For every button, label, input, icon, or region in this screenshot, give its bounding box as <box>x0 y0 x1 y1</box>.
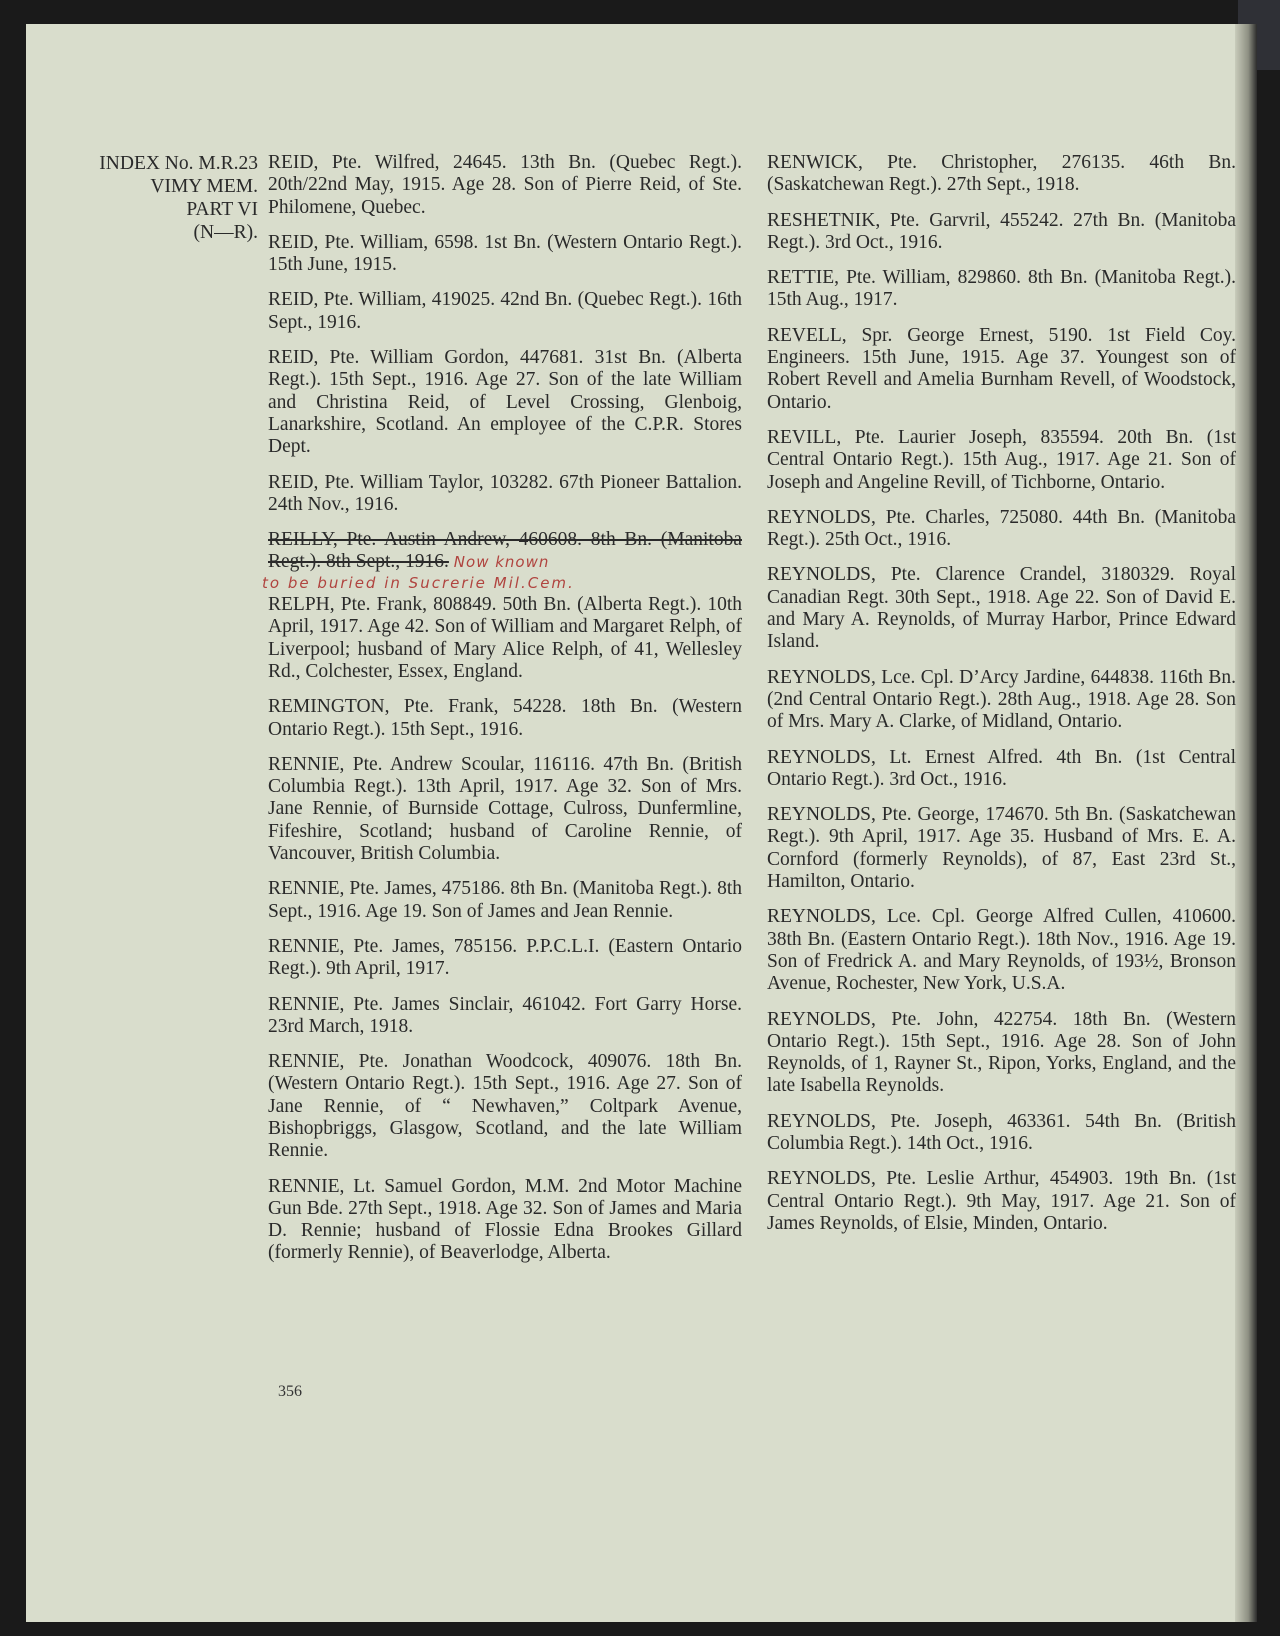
casualty-entry: RETTIE, Pte. William, 829860. 8th Bn. (Manitoba Regt.). 15th Aug., 1917. <box>767 267 1236 311</box>
handwritten-annotation-line-2: to be buried in Sucrerie Mil.Cem. <box>262 573 575 592</box>
struck-entry-text: REILLY, Pte. Austin Andrew, 460608. 8th Bn. (Manitoba Regt.). 8th Sept., 1916. <box>268 529 742 573</box>
page-number: 356 <box>278 1383 302 1400</box>
casualty-entry: REID, Pte. William Taylor, 103282. 67th Pioneer Battalion. 24th Nov., 1916. <box>268 471 742 515</box>
casualty-entry: RENNIE, Pte. James, 475186. 8th Bn. (Manitoba Regt.). 8th Sept., 1916. Age 19. Son of James and Jean Rennie. <box>268 878 742 922</box>
index-heading <box>62 152 258 244</box>
casualty-entry: REID, Pte. William, 6598. 1st Bn. (Western Ontario Regt.). 15th June, 1915. <box>268 231 742 276</box>
casualty-entry: REVILL, Pte. Laurier Joseph, 835594. 20th Bn. (1st Central Ontario Regt.). 15th Aug., 1917. Age 21. Son of Joseph and Angeline Revill, of Tichborne, Ontario. <box>767 426 1236 493</box>
casualty-entry: REYNOLDS, Pte. Joseph, 463361. 54th Bn. (British Columbia Regt.). 14th Oct., 1916. <box>767 1110 1236 1154</box>
left-column <box>262 152 742 1278</box>
casualty-entry: REID, Pte. William Gordon, 447681. 31st Bn. (Alberta Regt.). 15th Sept., 1916. Age 27. Son of the late William and Christina Reid, of Level Crossing, Glenboig, Lanarkshire, Scotland. An employee of the C.P.R. Stores Dept. <box>268 347 742 458</box>
handwritten-annotation: Now known <box>453 553 550 572</box>
casualty-entry: REYNOLDS, Pte. Clarence Crandel, 3180329. Royal Canadian Regt. 30th Sept., 1918. Age 22. Son of David E. and Mary A. Reynolds, of Murray Harbor, Prince Edward Island. <box>767 564 1236 653</box>
casualty-entry: RENNIE, Pte. Jonathan Woodcock, 409076. 18th Bn. (Western Ontario Regt.). 15th Sept., 1916. Age 27. Son of Jane Rennie, of “ Newhaven,” Coltpark Avenue, Bishopbriggs, Glasgow, Scotland, and the late William Rennie. <box>268 1051 742 1162</box>
page-binding-edge <box>1235 24 1257 1622</box>
casualty-entry: RENNIE, Pte. Andrew Scoular, 116116. 47th Bn. (British Columbia Regt.). 13th April, 1917. Age 32. Son of Mrs. Jane Rennie, of Burnside Cottage, Culross, Dunfermline, Fifeshire, Scotland; husband of Caroline Rennie, of Vancouver, British Columbia. <box>268 753 742 865</box>
part-number: PART VI <box>186 199 258 220</box>
right-column <box>767 152 1236 1248</box>
struck-casualty-entry <box>262 529 742 594</box>
casualty-entry: RELPH, Pte. Frank, 808849. 50th Bn. (Alberta Regt.). 10th April, 1917. Age 42. Son of William and Margaret Relph, of Liverpool; husband of Mary Alice Relph, of 41, Wellesley Rd., Colchester, Essex, England. <box>268 594 742 682</box>
casualty-entry: REYNOLDS, Pte. George, 174670. 5th Bn. (Saskatchewan Regt.). 9th April, 1917. Age 35. Husband of Mrs. E. A. Cornford (formerly Reynolds), of 87, East 23rd St., Hamilton, Ontario. <box>767 804 1236 893</box>
casualty-entry: REID, Pte. William, 419025. 42nd Bn. (Quebec Regt.). 16th Sept., 1916. <box>268 289 742 333</box>
casualty-entry: REYNOLDS, Lce. Cpl. George Alfred Cullen, 410600. 38th Bn. (Eastern Ontario Regt.). 18th Nov., 1916. Age 19. Son of Fredrick A. and Mary Reynolds, of 193½, Bronson Avenue, Rochester, New York, U.S.A. <box>767 906 1236 995</box>
casualty-entry: REYNOLDS, Pte. John, 422754. 18th Bn. (Western Ontario Regt.). 15th Sept., 1916. Age 28. Son of John Reynolds, of 1, Rayner St., Ripon, Yorks, England, and the late Isabella Reynolds. <box>767 1008 1236 1097</box>
casualty-entry: REYNOLDS, Lt. Ernest Alfred. 4th Bn. (1st Central Ontario Regt.). 3rd Oct., 1916. <box>767 746 1236 790</box>
casualty-entry: RESHETNIK, Pte. Garvril, 455242. 27th Bn. (Manitoba Regt.). 3rd Oct., 1916. <box>767 209 1236 253</box>
casualty-entry: REYNOLDS, Pte. Charles, 725080. 44th Bn. (Manitoba Regt.). 25th Oct., 1916. <box>767 506 1236 551</box>
letter-range: (N—R). <box>193 222 258 243</box>
casualty-entry: REYNOLDS, Lce. Cpl. D’Arcy Jardine, 644838. 116th Bn. (2nd Central Ontario Regt.). 28th Aug., 1918. Age 28. Son of Mrs. Mary A. Clarke, of Midland, Ontario. <box>767 666 1236 733</box>
index-number: INDEX No. M.R.23 <box>99 153 258 174</box>
casualty-entry: RENNIE, Pte. James, 785156. P.P.C.L.I. (Eastern Ontario Regt.). 9th April, 1917. <box>268 935 742 980</box>
casualty-entry: REVELL, Spr. George Ernest, 5190. 1st Field Coy. Engineers. 15th June, 1915. Age 37. Youngest son of Robert Revell and Amelia Burnham Revell, of Woodstock, Ontario. <box>767 324 1236 413</box>
casualty-entry: RENNIE, Pte. James Sinclair, 461042. Fort Garry Horse. 23rd March, 1918. <box>268 993 742 1037</box>
casualty-entry: REMINGTON, Pte. Frank, 54228. 18th Bn. (Western Ontario Regt.). 15th Sept., 1916. <box>268 696 742 740</box>
memorial-name: VIMY MEM. <box>150 176 258 197</box>
casualty-entry: RENNIE, Lt. Samuel Gordon, M.M. 2nd Motor Machine Gun Bde. 27th Sept., 1918. Age 32. Son of James and Maria D. Rennie; husband of Flossie Edna Brookes Gillard (formerly Rennie), of Beaverlodge, Alberta. <box>268 1175 742 1264</box>
casualty-entry: RENWICK, Pte. Christopher, 276135. 46th Bn. (Saskatchewan Regt.). 27th Sept., 1918. <box>767 152 1236 196</box>
casualty-entry: REYNOLDS, Pte. Leslie Arthur, 454903. 19th Bn. (1st Central Ontario Regt.). 9th May, 1917. Age 21. Son of James Reynolds, of Elsie, Minden, Ontario. <box>767 1168 1236 1234</box>
casualty-entry: REID, Pte. Wilfred, 24645. 13th Bn. (Quebec Regt.). 20th/22nd May, 1915. Age 28. Son of Pierre Reid, of Ste. Philomene, Quebec. <box>268 152 742 218</box>
